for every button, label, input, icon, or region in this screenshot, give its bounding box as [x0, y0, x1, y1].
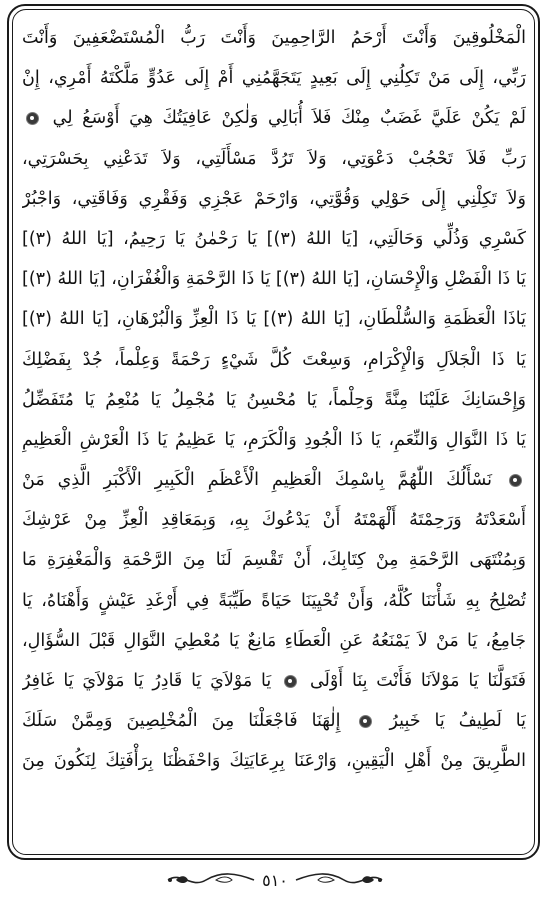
line-text: رَبِّي، إِلَى مَنْ تَكِلُنِي إِلَى بَعِيدٍ يَتَجَهَّمُنِي أَمْ إِلَى عَدُوٍّ مَلَّكْتَهُ أَمْرِي، إِنْ: [22, 68, 526, 89]
line-text: وَلاَ تَكِلْنِي إِلَى حَوْلِي وَقُوَّتِي، وَارْحَمْ عَجْزِي وَفَقْرِي وَفَاقَتِي، وَاجْبُرْ: [22, 188, 526, 209]
line-text: رَبِّ فَلاَ تَحْجُبْ دَعْوَتِي، وَلاَ تَرُدَّ مَسْأَلَتِي، وَلاَ تَدَعْنِي بِحَسْرَتِي،: [22, 148, 526, 169]
page-number: ٥١٠: [262, 870, 288, 890]
text-line: [22, 58, 526, 98]
text-line: [22, 18, 526, 58]
text-line: [22, 741, 526, 781]
line-text: وَإِحْسَانِكَ عَلَيْنَا مِنَّةً وَحِلْماً، يَا مُحْسِنُ يَا مُجْمِلُ يَا مُنْعِمُ يَا مُتَفَضِّلُ: [22, 389, 526, 410]
line-text: يَا ذَا النَّوَالِ وَالنِّعَمِ، يَا ذَا الْجُودِ وَالْكَرَمِ، يَا عَظِيمُ يَا ذَا الْعَرْشِ الْعَظِيمِ: [22, 429, 526, 450]
ornament-flourish-icon: [166, 869, 256, 891]
line-text: نَسْأَلُكَ اللّٰهُمَّ بِاسْمِكَ الْعَظِيمِ الْأَعْظَمِ الْكَبِيرِ الْأَكْبَرِ الَّذِي مَنْ: [22, 470, 493, 491]
line-text: جَامِعُ، يَا مَنْ لاَ يَمْنَعُهُ عَنِ الْعَطَاءِ مَانِعٌ يَا مُعْطِيَ النَّوَالِ قَبْلَ السُّؤَالِ،: [22, 630, 526, 651]
text-line: [22, 500, 526, 540]
text-line: [22, 179, 526, 219]
page-footer: [0, 865, 550, 895]
rosette-separator-icon: [284, 675, 297, 688]
line-text: الْمَخْلُوقِينَ وَأَنْتَ أَرْحَمُ الرَّاحِمِينَ وَأَنْتَ رَبُّ الْمُسْتَضْعَفِينَ وَأَنْتَ: [22, 28, 526, 48]
text-line: [22, 621, 526, 661]
text-line: [22, 380, 526, 420]
text-line: [22, 661, 526, 701]
text-line: [22, 581, 526, 621]
text-line: [22, 340, 526, 380]
text-line: [22, 420, 526, 460]
text-line: [22, 299, 526, 339]
line-text: يَا لَطِيفُ يَا خَبِيرُ: [389, 711, 526, 732]
line-text: يَا ذَا الْجَلاَلِ وَالْإِكْرَامِ، وَسِعْتَ كُلَّ شَيْءٍ رَحْمَةً وَعِلْماً، جُدْ بِفَضْلِكَ: [22, 349, 526, 370]
line-text: يَا ذَا الْفَضْلِ وَالْإِحْسَانِ، [يَا اللهُ (٣)] يَا ذَا الرَّحْمَةِ وَالْغُفْرَانِ، [يَا اللهُ (٣)]: [22, 269, 526, 290]
line-text: إِلٰهَنَا فَاجْعَلْنَا مِنَ الْمُخْلِصِينَ وَمِمَّنْ سَلَكَ: [22, 711, 341, 732]
line-text: يَاذَا الْعَظَمَةِ وَالسُّلْطَانِ، [يَا اللهُ (٣)] يَا ذَا الْعِزِّ وَالْبُرْهَانِ، [يَا اللهُ (٣)]: [22, 309, 526, 330]
line-text: الطَّرِيقَ مِنْ أَهْلِ الْيَقِينِ، وَارْعَنَا بِرِعَايَتِكَ وَاحْفَظْنَا بِرَأْفَتِكَ لِنَكُونَ مِنَ: [22, 751, 526, 772]
text-line: [22, 460, 526, 500]
line-text: وَبِمُنْتَهَى الرَّحْمَةِ مِنْ كِتَابِكَ، أَنْ تَقْسِمَ لَنَا مِنَ الرَّحْمَةِ وَالْمَغْفِرَةِ مَا: [22, 550, 526, 571]
ornament-flourish-icon: [294, 869, 384, 891]
rosette-separator-icon: [359, 715, 372, 728]
text-line: [22, 259, 526, 299]
line-text: أَسْعَدْتَهُ وَرَحِمْتَهُ أَلْهَمْتَهُ أَنْ يَدْعُوكَ بِهِ، وَبِمَعَاقِدِ الْعِزِّ مِنْ عَرْشِكَ: [22, 510, 526, 531]
line-text: كَسْرِي وَذُلِّي وَحَالَتِي، [يَا اللهُ (٣)] يَا رَحْمٰنُ يَا رَحِيمُ، [يَا اللهُ (٣)]: [22, 228, 526, 249]
prayer-text: [22, 18, 526, 848]
text-line: [22, 139, 526, 179]
line-text: تُصْلِحُ بِهِ شَأْنَنَا كُلَّهُ، وَأَنْ تُحْيِيَنَا حَيَاةً طَيِّبَةً فِي أَرْغَدِ عَيْشٍ وَأَهْنَاهُ، يَا: [22, 590, 526, 611]
rosette-separator-icon: [26, 112, 39, 125]
text-line: [22, 98, 526, 138]
text-line: [22, 540, 526, 580]
line-text: لَمْ يَكُنْ عَلَيَّ غَضَبٌ مِنْكَ فَلاَ أُبَالِي وَلٰكِنْ عَافِيَتُكَ هِيَ أَوْسَعُ لِي: [52, 108, 526, 129]
rosette-separator-icon: [509, 474, 522, 487]
line-text: يَا مَوْلاَيَ يَا قَادِرُ يَا مَوْلاَيَ يَا غَافِرُ: [22, 671, 272, 691]
line-text: فَتَوَلَّنَا يَا مَوْلاَنَا فَأَنْتَ بِنَا أَوْلَى: [309, 671, 526, 691]
text-line: [22, 701, 526, 741]
text-line: [22, 219, 526, 259]
